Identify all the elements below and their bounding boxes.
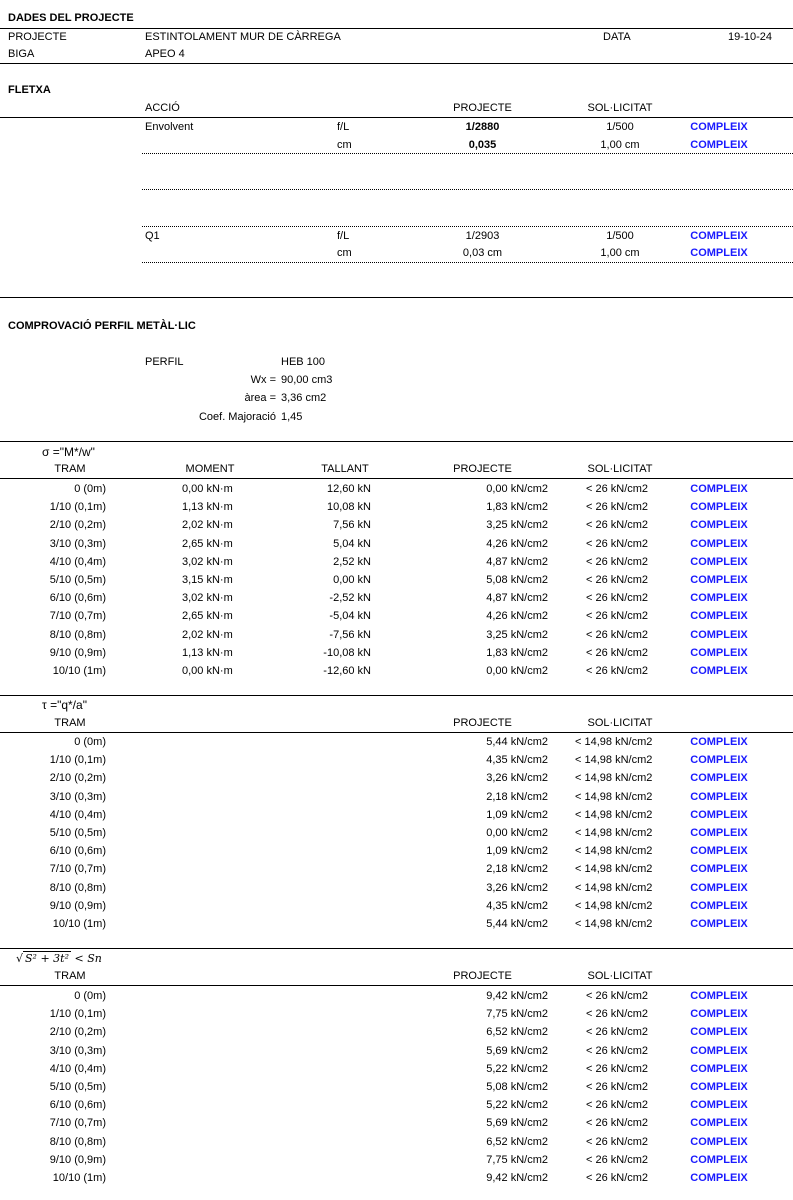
- projecte-cell: 3,26 kN/cm2: [486, 772, 548, 785]
- tram-cell: 9/10 (0,9m): [49, 1153, 106, 1166]
- fletxa-projecte-value: 1/2880: [465, 121, 500, 133]
- tram-cell: 10/10 (1m): [52, 918, 106, 930]
- solicitat-cell: < 26 kN/cm2: [586, 1172, 649, 1184]
- moment-cell: 3,02 kN·m: [182, 592, 233, 605]
- solicitat-cell: < 14,98 kN/cm2: [575, 808, 653, 821]
- dotted-separator: [142, 153, 793, 154]
- tallant-cell: 7,56 kN: [333, 519, 371, 532]
- projecte-label: PROJECTE: [8, 31, 67, 43]
- fletxa-solicitat-value: 1,00 cm: [600, 247, 640, 259]
- fletxa-result: COMPLEIX: [690, 121, 748, 133]
- vm-formula-tail: < Sn: [74, 952, 102, 965]
- fletxa-col-solicitat: SOL·LICITAT: [587, 102, 653, 114]
- projecte-cell: 5,69 kN/cm2: [486, 1117, 548, 1130]
- tram-cell: 0 (0m): [74, 736, 106, 748]
- wx-label: Wx =: [250, 374, 276, 386]
- sigma-col-tram: TRAM: [54, 463, 86, 475]
- projecte-cell: 9,42 kN/cm2: [486, 1172, 548, 1184]
- moment-cell: 2,02 kN·m: [182, 519, 233, 532]
- result-cell: COMPLEIX: [690, 501, 748, 514]
- solicitat-cell: < 26 kN/cm2: [586, 555, 649, 568]
- vm-header-divider: [0, 985, 793, 986]
- result-cell: COMPLEIX: [690, 1026, 748, 1039]
- tram-cell: 1/10 (0,1m): [49, 754, 106, 767]
- area-label: àrea =: [244, 392, 276, 404]
- result-cell: COMPLEIX: [690, 863, 748, 876]
- projecte-cell: 4,26 kN/cm2: [486, 610, 548, 623]
- projecte-cell: 6,52 kN/cm2: [486, 1026, 548, 1039]
- fletxa-unit: f/L: [337, 230, 350, 242]
- fletxa-unit: cm: [337, 247, 352, 259]
- projecte-cell: 4,26 kN/cm2: [486, 537, 548, 550]
- tram-cell: 5/10 (0,5m): [49, 574, 106, 586]
- solicitat-cell: < 26 kN/cm2: [586, 519, 649, 532]
- solicitat-cell: < 26 kN/cm2: [586, 628, 649, 641]
- projecte-cell: 1,83 kN/cm2: [486, 646, 548, 659]
- solicitat-cell: < 26 kN/cm2: [586, 646, 649, 659]
- tau-col-tram: TRAM: [54, 717, 86, 729]
- result-cell: COMPLEIX: [690, 918, 748, 930]
- solicitat-cell: < 26 kN/cm2: [586, 1044, 649, 1057]
- vm-formula-radicand: S² + 3t²: [25, 952, 69, 965]
- fletxa-unit: f/L: [337, 121, 350, 133]
- result-cell: COMPLEIX: [690, 808, 748, 821]
- fletxa-group-name: Q1: [145, 230, 160, 242]
- result-cell: COMPLEIX: [690, 1135, 748, 1148]
- tram-cell: 4/10 (0,4m): [49, 808, 106, 821]
- result-cell: COMPLEIX: [690, 1117, 748, 1130]
- solicitat-cell: < 26 kN/cm2: [586, 1008, 649, 1021]
- vm-top-divider: [0, 948, 793, 949]
- header-bottom-divider: [0, 63, 793, 64]
- moment-cell: 2,65 kN·m: [182, 610, 233, 623]
- tram-cell: 2/10 (0,2m): [49, 772, 106, 785]
- dotted-separator: [142, 189, 793, 190]
- vm-col-tram: TRAM: [54, 970, 86, 982]
- result-cell: COMPLEIX: [690, 845, 748, 858]
- solicitat-cell: < 26 kN/cm2: [586, 1135, 649, 1148]
- result-cell: COMPLEIX: [690, 519, 748, 532]
- result-cell: COMPLEIX: [690, 736, 748, 748]
- tram-cell: 7/10 (0,7m): [49, 863, 106, 876]
- result-cell: COMPLEIX: [690, 592, 748, 605]
- projecte-cell: 3,26 kN/cm2: [486, 881, 548, 894]
- solicitat-cell: < 26 kN/cm2: [586, 1117, 649, 1130]
- coef-label: Coef. Majoració: [198, 411, 276, 423]
- tram-cell: 7/10 (0,7m): [49, 1117, 106, 1130]
- projecte-cell: 5,08 kN/cm2: [486, 574, 548, 586]
- sigma-col-tallant: TALLANT: [321, 463, 369, 475]
- solicitat-cell: < 26 kN/cm2: [586, 501, 649, 514]
- tram-cell: 3/10 (0,3m): [49, 1044, 106, 1057]
- projecte-cell: 0,00 kN/cm2: [486, 665, 548, 677]
- projecte-cell: 1,09 kN/cm2: [486, 808, 548, 821]
- result-cell: COMPLEIX: [690, 1044, 748, 1057]
- moment-cell: 3,15 kN·m: [182, 574, 233, 586]
- fletxa-group-name: Envolvent: [145, 121, 194, 133]
- tram-cell: 1/10 (0,1m): [49, 501, 106, 514]
- fletxa-result: COMPLEIX: [690, 247, 748, 259]
- projecte-cell: 2,18 kN/cm2: [486, 790, 548, 803]
- projecte-cell: 5,08 kN/cm2: [486, 1081, 548, 1093]
- solicitat-cell: < 14,98 kN/cm2: [575, 827, 653, 839]
- solicitat-cell: < 26 kN/cm2: [586, 1026, 649, 1039]
- solicitat-cell: < 26 kN/cm2: [586, 574, 649, 586]
- projecte-cell: 5,22 kN/cm2: [486, 1062, 548, 1075]
- perfil-title: COMPROVACIÓ PERFIL METÀL·LIC: [8, 320, 196, 332]
- tram-cell: 5/10 (0,5m): [49, 827, 106, 839]
- result-cell: COMPLEIX: [690, 646, 748, 659]
- moment-cell: 2,65 kN·m: [182, 537, 233, 550]
- projecte-cell: 7,75 kN/cm2: [486, 1153, 548, 1166]
- fletxa-solicitat-value: 1/500: [606, 121, 634, 133]
- moment-cell: 0,00 kN·m: [182, 483, 233, 495]
- fletxa-solicitat-value: 1/500: [606, 230, 634, 242]
- tram-cell: 8/10 (0,8m): [49, 881, 106, 894]
- solicitat-cell: < 14,98 kN/cm2: [575, 790, 653, 803]
- fletxa-result: COMPLEIX: [690, 139, 748, 151]
- perfil-label: PERFIL: [145, 356, 184, 368]
- tram-cell: 9/10 (0,9m): [49, 646, 106, 659]
- result-cell: COMPLEIX: [690, 990, 748, 1002]
- projecte-cell: 4,35 kN/cm2: [486, 899, 548, 912]
- fletxa-bottom-divider: [0, 297, 793, 298]
- header-title: DADES DEL PROJECTE: [8, 12, 134, 24]
- solicitat-cell: < 26 kN/cm2: [586, 1153, 649, 1166]
- tram-cell: 6/10 (0,6m): [49, 1099, 106, 1112]
- tallant-cell: 0,00 kN: [333, 574, 371, 586]
- fletxa-col-projecte: PROJECTE: [453, 102, 512, 114]
- tallant-cell: -10,08 kN: [323, 646, 371, 659]
- projecte-cell: 0,00 kN/cm2: [486, 827, 548, 839]
- projecte-cell: 3,25 kN/cm2: [486, 628, 548, 641]
- solicitat-cell: < 26 kN/cm2: [586, 1099, 649, 1112]
- result-cell: COMPLEIX: [690, 899, 748, 912]
- result-cell: COMPLEIX: [690, 1008, 748, 1021]
- tram-cell: 0 (0m): [74, 483, 106, 495]
- tallant-cell: 5,04 kN: [333, 537, 371, 550]
- solicitat-cell: < 14,98 kN/cm2: [575, 772, 653, 785]
- fletxa-projecte-value: 1/2903: [465, 230, 500, 242]
- result-cell: COMPLEIX: [690, 665, 748, 677]
- solicitat-cell: < 14,98 kN/cm2: [575, 754, 653, 767]
- result-cell: COMPLEIX: [690, 1062, 748, 1075]
- projecte-cell: 4,87 kN/cm2: [486, 592, 548, 605]
- moment-cell: 1,13 kN·m: [182, 646, 233, 659]
- solicitat-cell: < 26 kN/cm2: [586, 1062, 649, 1075]
- fletxa-title: FLETXA: [8, 84, 51, 96]
- tallant-cell: 2,52 kN: [333, 555, 371, 568]
- projecte-cell: 2,18 kN/cm2: [486, 863, 548, 876]
- perfil-value: HEB 100: [281, 356, 326, 368]
- wx-value: 90,00 cm3: [281, 374, 333, 386]
- moment-cell: 1,13 kN·m: [182, 501, 233, 514]
- tram-cell: 4/10 (0,4m): [49, 1062, 106, 1075]
- result-cell: COMPLEIX: [690, 790, 748, 803]
- result-cell: COMPLEIX: [690, 628, 748, 641]
- projecte-cell: 0,00 kN/cm2: [486, 483, 548, 495]
- solicitat-cell: < 26 kN/cm2: [586, 665, 649, 677]
- tram-cell: 3/10 (0,3m): [49, 790, 106, 803]
- moment-cell: 3,02 kN·m: [182, 555, 233, 568]
- solicitat-cell: < 14,98 kN/cm2: [575, 899, 653, 912]
- projecte-cell: 4,35 kN/cm2: [486, 754, 548, 767]
- tram-cell: 9/10 (0,9m): [49, 899, 106, 912]
- result-cell: COMPLEIX: [690, 772, 748, 785]
- projecte-value: ESTINTOLAMENT MUR DE CÀRREGA: [145, 31, 341, 43]
- header-divider: [0, 28, 793, 29]
- projecte-cell: 1,09 kN/cm2: [486, 845, 548, 858]
- tau-formula: τ ="q*/a": [42, 698, 87, 712]
- sigma-col-solicitat: SOL·LICITAT: [587, 463, 653, 475]
- solicitat-cell: < 26 kN/cm2: [586, 1081, 649, 1093]
- projecte-cell: 9,42 kN/cm2: [486, 990, 548, 1002]
- tram-cell: 10/10 (1m): [52, 1172, 106, 1184]
- tram-cell: 4/10 (0,4m): [49, 555, 106, 568]
- result-cell: COMPLEIX: [690, 1153, 748, 1166]
- tallant-cell: 12,60 kN: [326, 483, 371, 495]
- solicitat-cell: < 14,98 kN/cm2: [575, 918, 653, 930]
- vm-col-solicitat: SOL·LICITAT: [587, 970, 653, 982]
- result-cell: COMPLEIX: [690, 754, 748, 767]
- projecte-cell: 5,44 kN/cm2: [486, 736, 548, 748]
- moment-cell: 2,02 kN·m: [182, 628, 233, 641]
- projecte-cell: 5,44 kN/cm2: [486, 918, 548, 930]
- biga-value: APEO 4: [145, 48, 185, 60]
- tram-cell: 3/10 (0,3m): [49, 537, 106, 550]
- vm-formula: [16, 952, 102, 966]
- tram-cell: 2/10 (0,2m): [49, 1026, 106, 1039]
- projecte-cell: 7,75 kN/cm2: [486, 1008, 548, 1021]
- tallant-cell: -12,60 kN: [323, 665, 371, 677]
- vm-col-projecte: PROJECTE: [453, 970, 512, 982]
- solicitat-cell: < 26 kN/cm2: [586, 537, 649, 550]
- tau-col-solicitat: SOL·LICITAT: [587, 717, 653, 729]
- tram-cell: 8/10 (0,8m): [49, 628, 106, 641]
- fletxa-result: COMPLEIX: [690, 230, 748, 242]
- solicitat-cell: < 26 kN/cm2: [586, 483, 649, 495]
- coef-value: 1,45: [281, 411, 303, 423]
- area-value: 3,36 cm2: [281, 392, 327, 404]
- projecte-cell: 3,25 kN/cm2: [486, 519, 548, 532]
- solicitat-cell: < 26 kN/cm2: [586, 610, 649, 623]
- fletxa-col-accio: ACCIÓ: [145, 102, 180, 114]
- sqrt-symbol: √: [16, 952, 24, 965]
- moment-cell: 0,00 kN·m: [182, 665, 233, 677]
- tram-cell: 6/10 (0,6m): [49, 845, 106, 858]
- result-cell: COMPLEIX: [690, 610, 748, 623]
- result-cell: COMPLEIX: [690, 1099, 748, 1112]
- solicitat-cell: < 26 kN/cm2: [586, 990, 649, 1002]
- fletxa-projecte-value: 0,03 cm: [462, 247, 503, 259]
- tallant-cell: -5,04 kN: [329, 610, 371, 623]
- tram-cell: 8/10 (0,8m): [49, 1135, 106, 1148]
- data-value: 19-10-24: [727, 31, 772, 43]
- projecte-cell: 5,69 kN/cm2: [486, 1044, 548, 1057]
- result-cell: COMPLEIX: [690, 537, 748, 550]
- result-cell: COMPLEIX: [690, 555, 748, 568]
- tau-col-projecte: PROJECTE: [453, 717, 512, 729]
- tram-cell: 2/10 (0,2m): [49, 519, 106, 532]
- result-cell: COMPLEIX: [690, 483, 748, 495]
- fletxa-header-divider: [0, 117, 793, 118]
- tallant-cell: -2,52 kN: [329, 592, 371, 605]
- result-cell: COMPLEIX: [690, 1172, 748, 1184]
- projecte-cell: 4,87 kN/cm2: [486, 555, 548, 568]
- tram-cell: 5/10 (0,5m): [49, 1081, 106, 1093]
- tram-cell: 10/10 (1m): [52, 665, 106, 677]
- result-cell: COMPLEIX: [690, 827, 748, 839]
- tallant-cell: 10,08 kN: [326, 501, 371, 514]
- fletxa-solicitat-value: 1,00 cm: [600, 139, 640, 151]
- solicitat-cell: < 14,98 kN/cm2: [575, 863, 653, 876]
- projecte-cell: 6,52 kN/cm2: [486, 1135, 548, 1148]
- dotted-separator: [142, 262, 793, 263]
- tram-cell: 6/10 (0,6m): [49, 592, 106, 605]
- sigma-col-projecte: PROJECTE: [453, 463, 512, 475]
- tallant-cell: -7,56 kN: [329, 628, 371, 641]
- sigma-col-moment: MOMENT: [185, 463, 235, 475]
- sigma-formula: σ ="M*/w": [42, 445, 95, 459]
- biga-label: BIGA: [8, 48, 35, 60]
- data-label: DATA: [603, 31, 631, 43]
- solicitat-cell: < 14,98 kN/cm2: [575, 845, 653, 858]
- solicitat-cell: < 26 kN/cm2: [586, 592, 649, 605]
- projecte-cell: 1,83 kN/cm2: [486, 501, 548, 514]
- tram-cell: 1/10 (0,1m): [49, 1008, 106, 1021]
- sigma-top-divider: [0, 441, 793, 442]
- sigma-header-divider: [0, 478, 793, 479]
- tram-cell: 0 (0m): [74, 990, 106, 1002]
- projecte-cell: 5,22 kN/cm2: [486, 1099, 548, 1112]
- fletxa-projecte-value: 0,035: [468, 139, 497, 151]
- tau-header-divider: [0, 732, 793, 733]
- dotted-separator: [142, 226, 793, 227]
- solicitat-cell: < 14,98 kN/cm2: [575, 881, 653, 894]
- solicitat-cell: < 14,98 kN/cm2: [575, 736, 653, 748]
- result-cell: COMPLEIX: [690, 881, 748, 894]
- result-cell: COMPLEIX: [690, 1081, 748, 1093]
- tau-top-divider: [0, 695, 793, 696]
- tram-cell: 7/10 (0,7m): [49, 610, 106, 623]
- fletxa-unit: cm: [337, 139, 352, 151]
- result-cell: COMPLEIX: [690, 574, 748, 586]
